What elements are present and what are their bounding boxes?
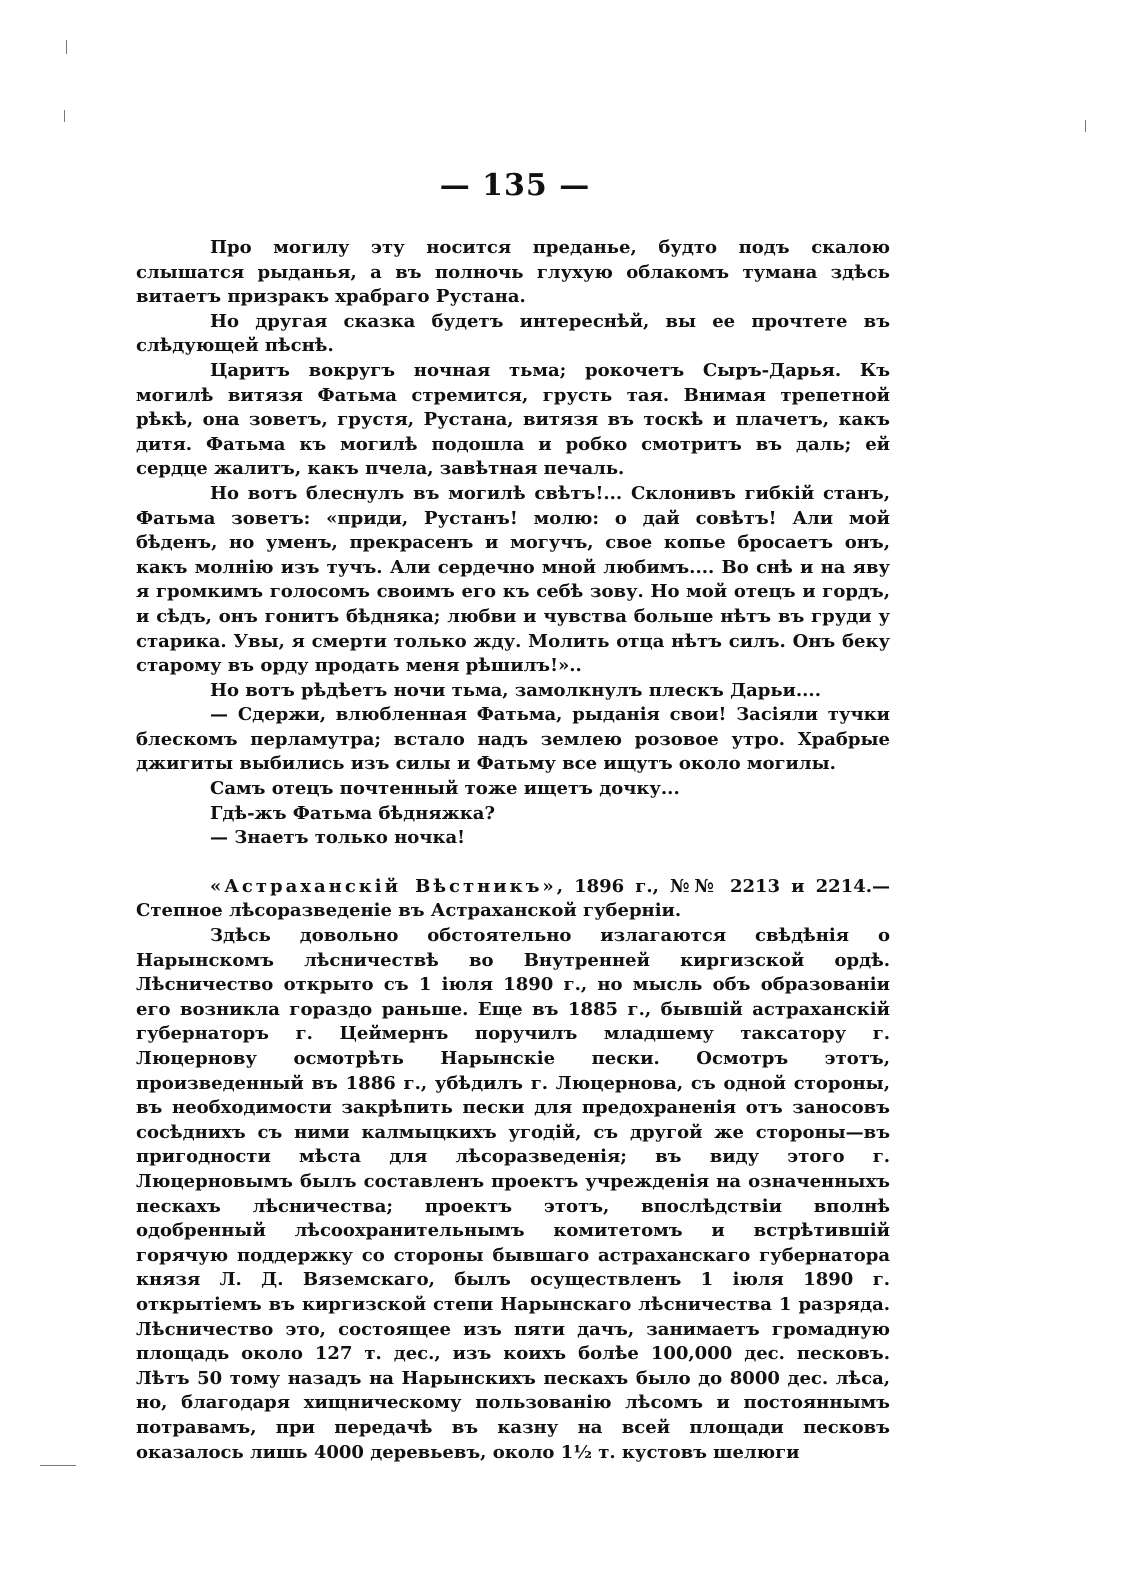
review-source-title: «Астраханскій Вѣстникъ» <box>210 875 557 897</box>
scan-margin-mark <box>64 110 65 122</box>
poem-line: Гдѣ-жъ Фатьма бѣдняжка? <box>210 802 495 824</box>
poem-paragraph: Про могилу эту носится преданье, будто подъ скалою слышатся рыданья, а въ полночь глухую облакомъ тумана здѣсь витаетъ призракъ храбраго Рустана. <box>136 237 890 308</box>
text-column <box>136 236 890 1465</box>
poem-paragraph: Царитъ вокругъ ночная тьма; рокочетъ Сыръ-Дарья. Къ могилѣ витязя Фатьма стремится, грусть тая. Внимая трепетной рѣкѣ, она зоветъ, грустя, Рустана, витязя въ тоскѣ и плачетъ, какъ дитя. Фатьма къ могилѣ подошла и робко смотритъ въ даль; ей сердце жалитъ, какъ пчела, завѣтная печаль. <box>136 359 890 480</box>
review-heading <box>136 875 890 924</box>
poem-line: Самъ отецъ почтенный тоже ищетъ дочку... <box>210 778 680 800</box>
poem-line: — Знаетъ только ночка! <box>210 827 466 849</box>
poem-paragraph: — Сдержи, влюбленная Фатьма, рыданія свои! Засіяли тучки блескомъ перламутра; встало надъ землею розовое утро. Храбрые джигиты выбились изъ силы и Фатьму все ищутъ около могилы. <box>136 704 890 775</box>
poem-paragraph: Но другая сказка будетъ интереснѣй, вы ее прочтете въ слѣдующей пѣснѣ. <box>136 310 890 357</box>
scan-margin-mark <box>66 40 67 54</box>
section-gap <box>136 851 890 875</box>
page-number: — 135 — <box>439 168 591 203</box>
poem-paragraph: Но вотъ рѣдѣетъ ночи тьма, замолкнулъ плескъ Дарьи.... <box>210 679 821 701</box>
review-source-details: , 1896 г., №№ 2213 и 2214.—Степное лѣсоразведеніе въ Астраханской губерніи. <box>136 875 891 922</box>
scan-margin-mark <box>1085 120 1086 132</box>
review-body: Здѣсь довольно обстоятельно излагаются свѣдѣнія о Нарынскомъ лѣсничествѣ во Внутренней киргизской ордѣ. Лѣсничество открыто съ 1 іюля 1890 г., но мысль объ образованіи его возникла гораздо раньше. Еще въ 1885 г., бывшій астраханскій губернаторъ г. Цеймернъ поручилъ младшему таксатору г. Люцернову осмотрѣть Нарынскіе пески. Осмотръ этотъ, произведенный въ 1886 г., убѣдилъ г. Люцернова, съ одной стороны, въ необходимости закрѣпить пески для предохраненія отъ заносовъ сосѣднихъ съ ними калмыцкихъ угодій, съ другой же стороны—въ пригодности мѣста для лѣсоразведенія; въ виду этого г. Люцерновымъ былъ составленъ проектъ учрежденія на означенныхъ пескахъ лѣсничества; проектъ этотъ, впослѣдствіи вполнѣ одобренный лѣсоохранительнымъ комитетомъ и встрѣтившій горячую поддержку со стороны бывшаго астраханскаго губернатора князя Л. Д. Вяземскаго, былъ осуществленъ 1 іюля 1890 г. открытіемъ въ киргизской степи Нарынскаго лѣсничества 1 разряда. Лѣсничество это, состоящее изъ пяти дачъ, занимаетъ громадную площадь около 127 т. дес., изъ коихъ болѣе 100,000 дес. песковъ. Лѣтъ 50 тому назадъ на Нарынскихъ пескахъ было до 8000 дес. лѣса, но, благодаря хищническому пользованію лѣсомъ и постояннымъ потравамъ, при передачѣ въ казну на всей площади песковъ оказалось лишь 4000 деревьевъ, около 1½ т. кустовъ шелюги <box>136 925 890 1463</box>
scan-margin-mark <box>40 1465 76 1466</box>
poem-paragraph: Но вотъ блеснулъ въ могилѣ свѣтъ!... Склонивъ гибкій станъ, Фатьма зоветъ: «приди, Рустанъ! молю: о дай совѣтъ! Али мой бѣденъ, но уменъ, прекрасенъ и могучъ, свое копье бросаетъ онъ, какъ молнію изъ тучъ. Али сердечно мной любимъ.... Во снѣ и на яву я громкимъ голосомъ своимъ его къ себѣ зову. Но мой отецъ и гордъ, и сѣдъ, онъ гонитъ бѣдняка; любви и чувства больше нѣтъ въ груди у старика. Увы, я смерти только жду. Молить отца нѣтъ силъ. Онъ беку старому въ орду продать меня рѣшилъ!».. <box>136 482 890 677</box>
